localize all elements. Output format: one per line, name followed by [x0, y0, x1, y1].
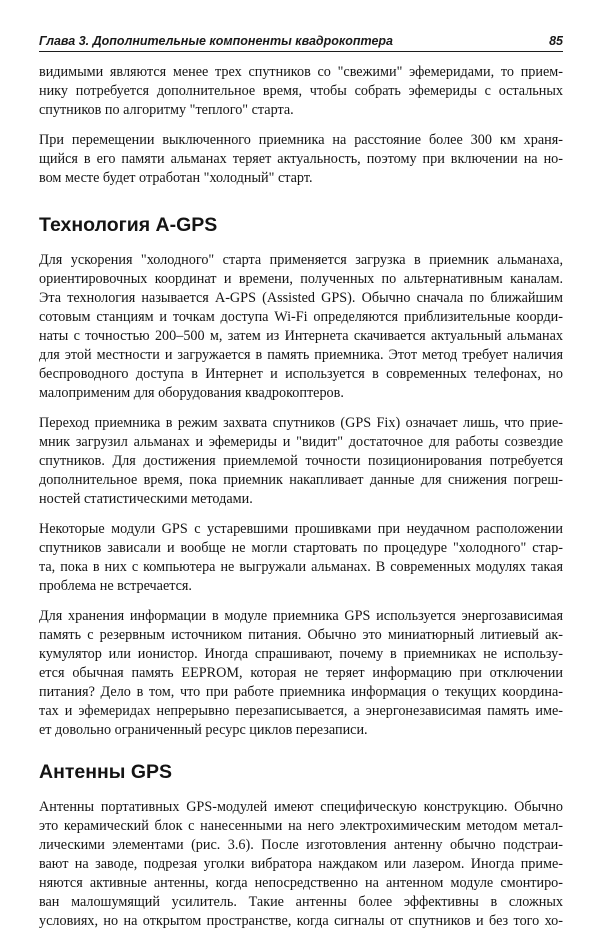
- text-line: дополнительное время, пока приемник накапливает данные для снижения погреш-: [39, 472, 563, 488]
- text-line: Для хранения информации в модуле приемника GPS используется энергозависимая: [39, 608, 563, 624]
- paragraph: [39, 414, 563, 509]
- text-line: ван малошумящий усилитель. Такие антенны более эффективны в сложных: [39, 894, 563, 910]
- page-number: 85: [549, 34, 563, 48]
- running-header: [39, 12, 563, 52]
- text-line: та, пока в них с компьютера не выгружали альманах. В современных модулях такая: [39, 559, 563, 575]
- text-line: При перемещении выключенного приемника на расстояние более 300 км храня-: [39, 132, 563, 148]
- text-line: ется обычная память EEPROM, которая не теряет информацию при отключении: [39, 665, 563, 681]
- paragraph: [39, 607, 563, 740]
- text-line: сотовым станциям и точкам доступа Wi-Fi определяются приблизительные коорди-: [39, 309, 563, 325]
- text-line: питания? Дело в том, что при работе приемника информация о текущих координа-: [39, 684, 563, 700]
- text-line: спутников по алгоритму "теплого" старта.: [39, 102, 294, 118]
- text-line: спутников. Для достижения приемлемой точности позиционирования потребуется: [39, 453, 563, 469]
- text-line: ностей статистическими методами.: [39, 491, 253, 507]
- page-content: [39, 63, 563, 942]
- text-line: наты с точностью 200–500 м, затем из Интернета скачивается актуальный альманах: [39, 328, 563, 344]
- paragraph: [39, 520, 563, 596]
- text-line: вают на заводе, подрезая уголки вибратора наждаком или лазером. Иногда приме-: [39, 856, 563, 872]
- chapter-title: Глава 3. Дополнительные компоненты квадрокоптера: [39, 34, 393, 48]
- text-line: это керамический блок с нанесенными на него электрохимическим методом метал-: [39, 818, 563, 834]
- text-line: вом месте будет отработан "холодный" старт.: [39, 170, 313, 186]
- text-line: ориентировочных координат и времени, полученных по альтернативным каналам.: [39, 271, 563, 287]
- paragraph: [39, 798, 563, 931]
- text-line: условиях, но на открытом пространстве, когда сигналы от спутников и без того хо-: [39, 913, 563, 929]
- text-line: щийся в его памяти альманах теряет актуальность, поэтому при включении на но-: [39, 151, 563, 167]
- text-line: для этой местности и загружается в память приемника. Этот метод требует наличия: [39, 347, 563, 363]
- text-line: проблема не встречается.: [39, 578, 192, 594]
- text-line: спутников зависали и вообще не могли стартовать по процедуре "холодного" стар-: [39, 540, 563, 556]
- section-heading-agps: Технология A-GPS: [39, 214, 218, 236]
- section-heading-antennas: Антенны GPS: [39, 761, 173, 783]
- paragraph: [39, 251, 563, 403]
- text-line: ет довольно ограниченный ресурс циклов перезаписи.: [39, 722, 368, 738]
- text-line: тах и эфемеридах непрерывно перезаписывается, а энергонезависимая память име-: [39, 703, 563, 719]
- text-line: лическими элементами (рис. 3.6). После изготовления антенну обычно подстраи-: [39, 837, 563, 853]
- text-line: Некоторые модули GPS с устаревшими прошивками при неудачном расположении: [39, 521, 563, 537]
- text-line: память с резервным источником питания. Обычно это миниатюрный литиевый ак-: [39, 627, 563, 643]
- text-line: няются активные антенны, когда непосредственно на антенном модуле смонтиро-: [39, 875, 563, 891]
- text-line: Эта технология называется A-GPS (Assisted GPS). Обычно сначала по ближайшим: [39, 290, 563, 306]
- text-line: Антенны портативных GPS-модулей имеют специфическую конструкцию. Обычно: [39, 799, 563, 815]
- text-line: малоприменим для оборудования квадрокоптеров.: [39, 385, 344, 401]
- text-line: беспроводного доступа в Интернет и используется в современных телефонах, но: [39, 366, 563, 382]
- paragraph: [39, 63, 563, 120]
- text-line: Для ускорения "холодного" старта применяется загрузка в приемник альманаха,: [39, 252, 563, 268]
- text-line: мник загрузил альманах и эфемериды и "видит" достаточное для работы созвездие: [39, 434, 563, 450]
- text-line: видимыми являются менее трех спутников со "свежими" эфемеридами, то прием-: [39, 64, 563, 80]
- text-line: Переход приемника в режим захвата спутников (GPS Fix) означает лишь, что прие-: [39, 415, 563, 431]
- paragraph: [39, 131, 563, 188]
- text-line: нику потребуется дополнительное время, чтобы собрать эфемериды с остальных: [39, 83, 563, 99]
- text-line: кумулятор или ионистор. Иногда спрашивают, почему в приемниках не использу-: [39, 646, 563, 662]
